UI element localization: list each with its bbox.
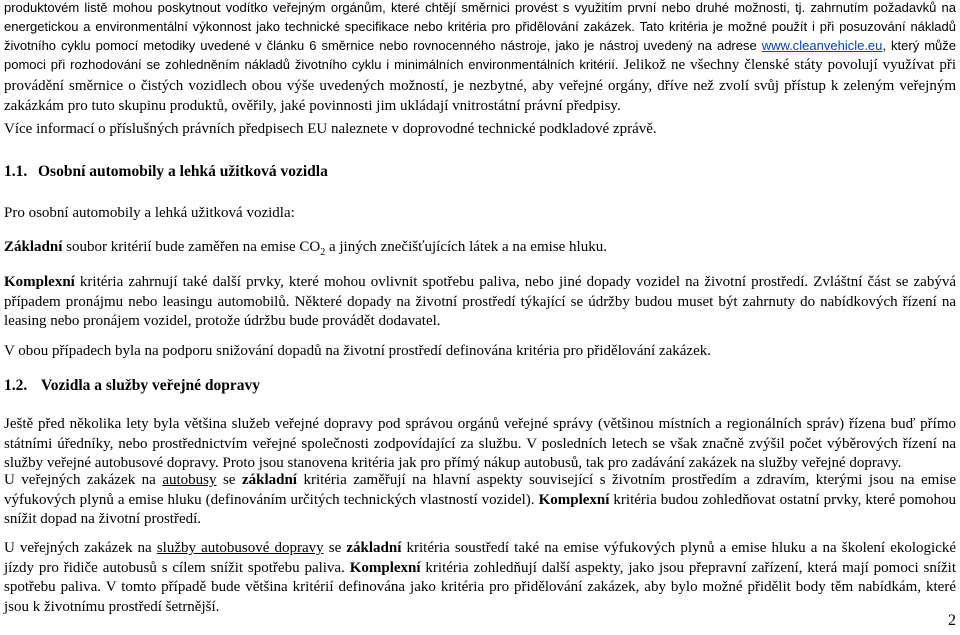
public-transport-paragraph-1: Ještě před několika lety byla většina služeb veřejné dopravy pod správou orgánů veřejné správy (většinou místních a regionálních správ) řízena buď přímo státními úředníky, nebo prostřednictvím veřejné společnosti zodpovídající za službu. V posledních letech se však značně zvýšil počet výběrových řízení na služby veřejné autobusové dopravy. Proto jsou stanovena kritéria jak pro přímý nákup autobusů, tak pro zadávání zakázek na služby veřejné dopravy.	[4, 416, 956, 472]
section-heading-1-2: 1.2. Vozidla a služby veřejné dopravy	[4, 377, 261, 394]
comprehensive-criteria-text: Komplexní kritéria zahrnují také další prvky, které mohou ovlivnit spotřebu paliva, nebo jiné dopady vozidel na životní prostředí. Zvláštní část se zabývá případem pronájmu nebo leasingu automobilů. Některé dopady na životní prostředí týkající se údržby budou muset být zahrnuty do nabídkových řízení na leasing nebo pronájem vozidel, protože údržbu bude provádět dodavatel.	[4, 274, 956, 330]
basic-criteria-text: Základní soubor kritérií bude zaměřen na emise $CO_2$ a jiných znečišťujících látek a na emise hluku.	[4, 239, 607, 258]
intro-text: produktovém listě mohou poskytnout vodítko veřejným orgánům, které chtějí směrnici provést s využitím první nebo druhé možnosti, tj. zahrnutím požadavků na energetickou a environmentální výkonnost jako technické specifikace nebo kritéria pro přidělování zakázek. Tato kritéria je možné použít i při posuzování nákladů životního cyklu pomocí metodiky uvedené v článku 6 směrnice nebo rovnocenného nástroje, jako je nástroj uvedený na adrese www.cleanvehicle.eu, který může pomoci při rozhodování se zohledněním nákladů životního cyklu i minimálních environmentálních kritérií. Jelikož ne všechny členské státy povolují využívat při provádění směrnice o čistých vozidlech obou výše uvedených možností, je nezbytné, aby veřejné orgány, dříve než zvolí svůj přístup k zeleným veřejným zakázkám pro tuto skupinu produktů, ověřily, jaké povinnosti jim ukládají vnitrostátní právní předpisy.	[4, 0, 956, 115]
page-number: 2	[948, 612, 956, 629]
more-info-text: Více informací o příslušných právních předpisech EU naleznete v doprovodné technické podkladové zprávě.	[4, 121, 657, 137]
section-1-1-intro: Pro osobní automobily a lehká užitková vozidla:	[4, 205, 295, 221]
section-heading-1-1: 1.1. Osobní automobily a lehká užitková vozidla	[4, 163, 328, 180]
cleanvehicle-link[interactable]: www.cleanvehicle.eu	[761, 38, 883, 53]
public-transport-paragraph-2: U veřejných zakázek na autobusy se základní kritéria zaměřují na hlavní aspekty související s životním prostředím a zdravím, kterými jsou na emise výfukových plynů a emise hluku (definováním určitých technických vlastností vozidel). Komplexní kritéria budou zohledňovat ostatní prvky, které pomohou snížit dopad na životní prostředí.	[4, 472, 957, 528]
intro-paragraph	[4, 0, 956, 117]
both-cases-text: V obou případech byla na podporu snižování dopadů na životní prostředí definována kritéria pro přidělování zakázek.	[4, 343, 711, 359]
public-transport-paragraph-3: U veřejných zakázek na služby autobusové dopravy se základní kritéria soustředí také na emise výfukových plynů a emise hluku a na školení ekologické jízdy pro řidiče autobusů s cílem snížit spotřebu paliva. Komplexní kritéria zohledňují další aspekty, jako jsou přepravní zařízení, která mají pomoci snížit spotřebu paliva. V tomto případě bude většina kritérií definována jako kritéria pro přidělování zakázek, aby bylo možné přidělit body těm nabídkám, které jsou k životnímu prostředí šetrnější.	[4, 540, 957, 615]
